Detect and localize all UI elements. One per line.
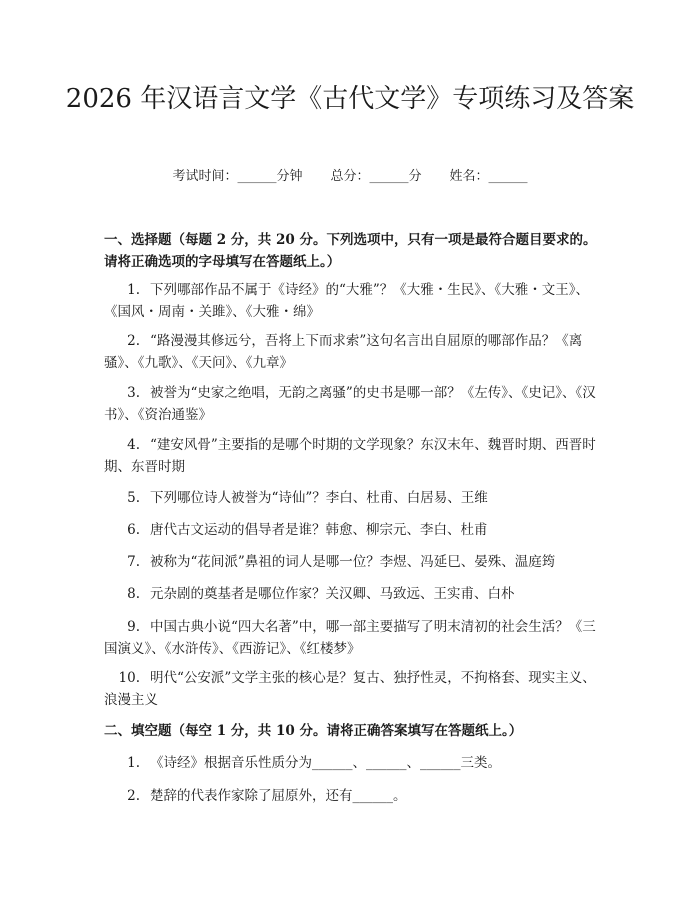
question-number: 4. <box>127 437 140 453</box>
question-text: 唐代古文运动的倡导者是谁？韩愈、柳宗元、李白、杜甫 <box>150 522 488 538</box>
question-item <box>104 551 600 573</box>
document-title: 2026 年汉语言文学《古代文学》专项练习及答案 <box>65 84 635 114</box>
question-number: 10. <box>118 670 140 686</box>
question-number: 6. <box>127 522 140 538</box>
question-item <box>104 382 600 426</box>
exam-info-line <box>0 168 700 186</box>
question-item <box>104 785 600 807</box>
name-field: 姓名：______ <box>449 169 528 184</box>
question-item <box>104 667 600 711</box>
question-text: 下列哪部作品不属于《诗经》的“大雅”？《大雅・生民》、《大雅・文王》、《国风・周南・关雎》、《大雅・绵》 <box>104 282 590 320</box>
question-number: 2. <box>127 333 140 349</box>
question-number: 1. <box>127 282 140 298</box>
question-number: 2. <box>127 788 140 804</box>
question-text: 中国古典小说“四大名著”中，哪一部主要描写了明末清初的社会生活？《三国演义》、《水浒传》、《西游记》、《红楼梦》 <box>104 619 596 657</box>
question-text: 元杂剧的奠基者是哪位作家？关汉卿、马致远、王实甫、白朴 <box>150 586 515 602</box>
question-number: 3. <box>127 385 140 401</box>
section-heading-fill: 二、填空题（每空 1 分，共 10 分。请将正确答案填写在答题纸上。） <box>104 723 523 739</box>
question-number: 8. <box>127 586 140 602</box>
question-item <box>104 279 600 323</box>
question-text: 楚辞的代表作家除了屈原外，还有______。 <box>150 788 407 804</box>
question-text: “路漫漫其修远兮，吾将上下而求索”这句名言出自屈原的哪部作品？《离骚》、《九歌》、《天问》、《九章》 <box>104 333 583 371</box>
question-item <box>104 330 600 374</box>
question-text: “建安风骨”主要指的是哪个时期的文学现象？东汉末年、魏晋时期、西晋时期、东晋时期 <box>104 437 596 475</box>
exam-time-field: 考试时间：______分钟 <box>172 169 303 184</box>
question-text: 《诗经》根据音乐性质分为______、______、______三类。 <box>150 755 501 771</box>
question-text: 明代“公安派”文学主张的核心是？复古、独抒性灵，不拘格套、现实主义、浪漫主义 <box>104 670 596 708</box>
question-item <box>104 434 600 478</box>
question-text: 被誉为“史家之绝唱，无韵之离骚”的史书是哪一部？《左传》、《史记》、《汉书》、《资治通鉴》 <box>104 385 596 423</box>
question-item <box>104 487 600 509</box>
question-item <box>104 752 600 774</box>
question-item <box>104 519 600 541</box>
question-number: 7. <box>127 554 140 570</box>
total-score-field: 总分：______分 <box>330 169 422 184</box>
question-text: 下列哪位诗人被誉为“诗仙”？李白、杜甫、白居易、王维 <box>150 490 488 506</box>
question-item <box>104 583 600 605</box>
question-number: 1. <box>127 755 140 771</box>
question-number: 9. <box>127 619 140 635</box>
question-number: 5. <box>127 490 140 506</box>
question-text: 被称为“花间派”鼻祖的词人是哪一位？李煜、冯延巳、晏殊、温庭筠 <box>150 554 556 570</box>
section-heading-choice: 一、选择题（每题 2 分，共 20 分。下列选项中，只有一项是最符合题目要求的。请将正确选项的字母填写在答题纸上。） <box>104 232 597 270</box>
question-item <box>104 616 600 660</box>
